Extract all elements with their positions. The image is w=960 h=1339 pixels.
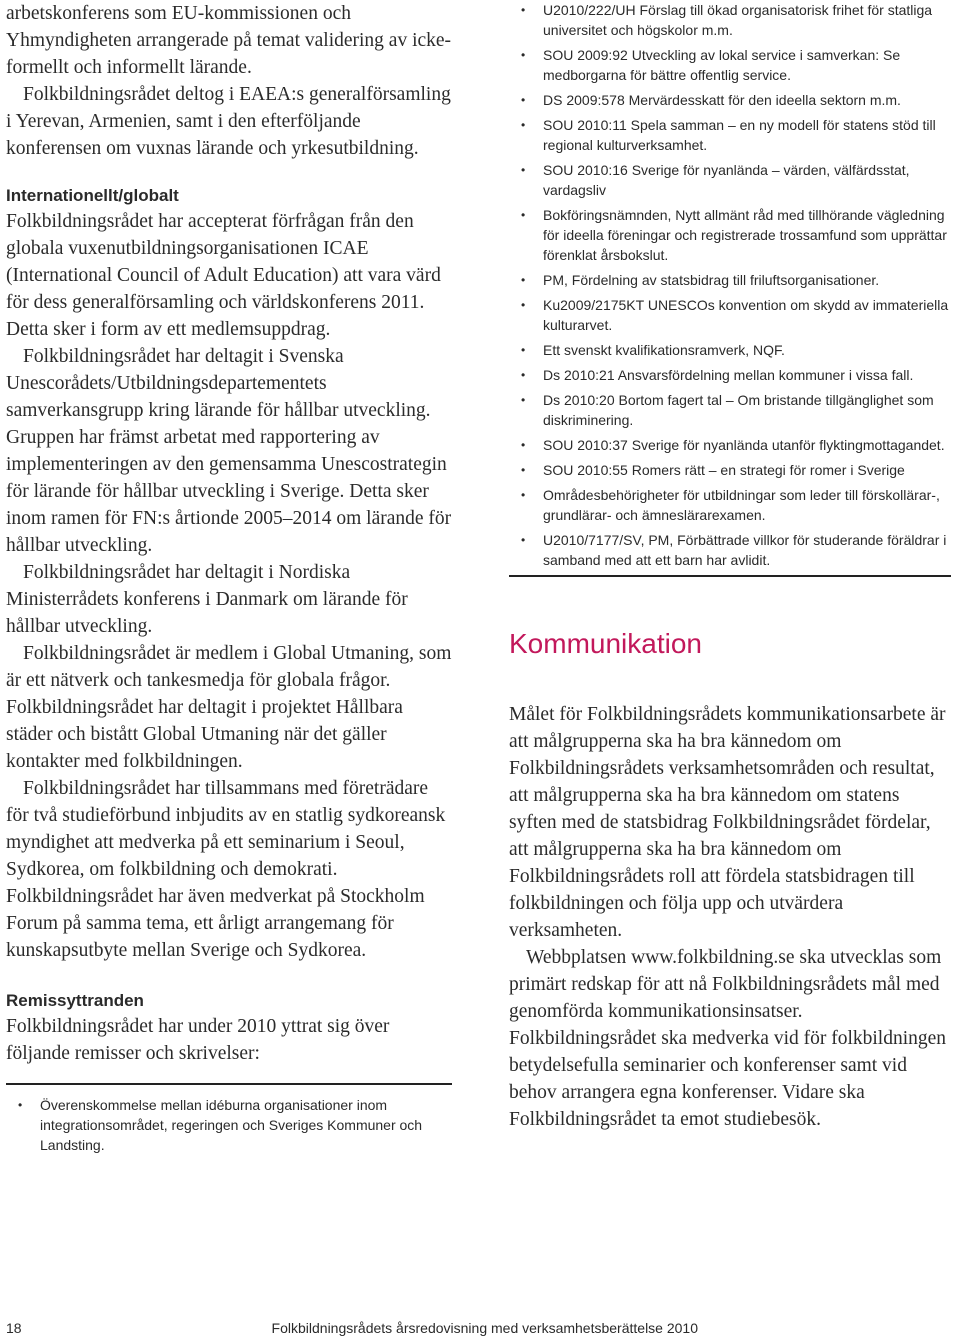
list-item: • Ku2009/2175KT UNESCOs konvention om skydd av immateriella kulturarvet. [509, 295, 951, 335]
list-item: • Överenskommelse mellan idéburna organisationer inom integrationsområdet, regeringen och Sveriges Kommuner och Landsting. [6, 1095, 452, 1155]
list-item: • Ett svenskt kvalifikationsramverk, NQF. [509, 340, 951, 360]
list-item: • DS 2009:578 Mervärdesskatt för den ideella sektorn m.m. [509, 90, 951, 110]
left-column [6, 0, 452, 1160]
list-item: • Ds 2010:21 Ansvarsfördelning mellan kommuner i vissa fall. [509, 365, 951, 385]
body-paragraph: Folkbildningsrådet har deltagit i Svenska Unescorådets/Utbildningsdepartementets samverkansgrupp kring lärande för hållbar utveckling. Gruppen har främst arbetat med rapportering av implementeringen av den gemensamma Unescostrategin för lärande för hållbar utveckling i Sverige. Detta sker inom ramen för FN:s årtionde 2005–2014 om lärande för hållbar utveckling. [6, 346, 452, 556]
section-kommunikation [509, 701, 951, 1133]
remiss-list [6, 1095, 452, 1155]
list-item: • SOU 2009:92 Utveckling av lokal service i samverkan: Se medborgarna för bättre offentlig service. [509, 45, 951, 85]
right-column [509, 0, 951, 1133]
lead-text [6, 0, 452, 162]
page-number: 18 [6, 1320, 22, 1336]
section-remissyttranden [6, 989, 452, 1155]
footer-title: Folkbildningsrådets årsredovisning med verksamhetsberättelse 2010 [271, 1320, 698, 1336]
section-heading-internationellt: Internationellt/globalt [6, 186, 179, 205]
body-paragraph: Folkbildningsrådet har deltagit i Nordiska Ministerrådets konferens i Danmark om lärande för hållbar utveckling. [6, 562, 408, 637]
section-internationellt [6, 184, 452, 964]
lead-paragraph: Folkbildningsrådet deltog i EAEA:s generalförsamling i Yerevan, Armenien, samt i den efterföljande konferensen om vuxnas lärande och yrkesutbildning. [6, 84, 451, 159]
list-item: • Områdesbehörigheter för utbildningar som leder till förskollärar-, grundlärar- och ämneslärarexamen. [509, 485, 951, 525]
list-item: • Ds 2010:20 Bortom fagert tal – Om bristande tillgänglighet som diskriminering. [509, 390, 951, 430]
body-paragraph: Folkbildningsrådet är medlem i Global Utmaning, som är ett nätverk och tankesmedja för globala frågor. Folkbildningsrådet har deltagit i projektet Hållbara städer och bistått Global Utmaning när det gäller kontakter med folkbildningen. [6, 643, 452, 772]
list-item: • U2010/7177/SV, PM, Förbättrade villkor för studerande föräldrar i samband med att ett barn har avlidit. [509, 530, 951, 570]
body-paragraph: Webbplatsen www.folkbildning.se ska utvecklas som primärt redskap för att nå Folkbildningsrådets mål med genomförda kommunikationsinsatser. Folkbildningsrådet ska medverka vid för folkbildningen betydelsefulla seminarier och konferenser samt vid behov arrangera egna konferenser. Vidare ska Folkbildningsrådet ta emot studiebesök. [509, 947, 947, 1130]
section-heading-kommunikation: Kommunikation [509, 628, 702, 659]
body-paragraph: Folkbildningsrådet har under 2010 yttrat sig över följande remisser och skrivelser: [6, 1016, 390, 1064]
section-heading-remissyttranden: Remissyttranden [6, 991, 144, 1010]
divider [509, 575, 951, 577]
remiss-list-continued [509, 0, 951, 570]
list-item: • SOU 2010:37 Sverige för nyanlända utanför flyktingmottagandet. [509, 435, 951, 455]
lead-paragraph: arbetskonferens som EU-kommissionen och Yhmyndigheten arrangerade på temat validering av icke-formellt och informellt lärande. [6, 3, 452, 78]
list-item: • Bokföringsnämnden, Nytt allmänt råd med tillhörande vägledning för ideella föreningar och registrerade trossamfund som upprättar förenklat årsbokslut. [509, 205, 951, 265]
list-item: • PM, Fördelning av statsbidrag till friluftsorganisationer. [509, 270, 951, 290]
body-paragraph: Målet för Folkbildningsrådets kommunikationsarbete är att målgrupperna ska ha bra kännedom om Folkbildningsrådets verksamhetsområden och resultat, att målgrupperna ska ha bra kännedom om statens syften med de statsbidrag Folkbildningsrådet fördelar, att målgrupperna ska ha bra kännedom om Folkbildningsrådets roll att fördela statsbidragen till folkbildningen och följa upp och utvärdera verksamheten. [509, 704, 946, 941]
body-paragraph: Folkbildningsrådet har accepterat förfrågan från den globala vuxenutbildningsorganisationen ICAE (International Council of Adult Education) att vara värd för dess generalförsamling och världskonferens 2011. Detta sker i form av ett medlemsuppdrag. [6, 211, 441, 340]
body-paragraph: Folkbildningsrådet har tillsammans med företrädare för två studieförbund inbjudits av en statlig sydkoreansk myndighet att medverka på ett seminarium i Seoul, Sydkorea, om folkbildning och demokrati. Folkbildningsrådet har även medverkat på Stockholm Forum på samma tema, ett årligt arrangemang för kunskapsutbyte mellan Sverige och Sydkorea. [6, 778, 446, 961]
divider [6, 1083, 452, 1085]
list-item: • SOU 2010:16 Sverige för nyanlända – värden, välfärdsstat, vardagsliv [509, 160, 951, 200]
list-item: • SOU 2010:55 Romers rätt – en strategi för romer i Sverige [509, 460, 951, 480]
list-item: • U2010/222/UH Förslag till ökad organisatorisk frihet för statliga universitet och högskolor m.m. [509, 0, 951, 40]
list-item: • SOU 2010:11 Spela samman – en ny modell för statens stöd till regional kulturverksamhet. [509, 115, 951, 155]
